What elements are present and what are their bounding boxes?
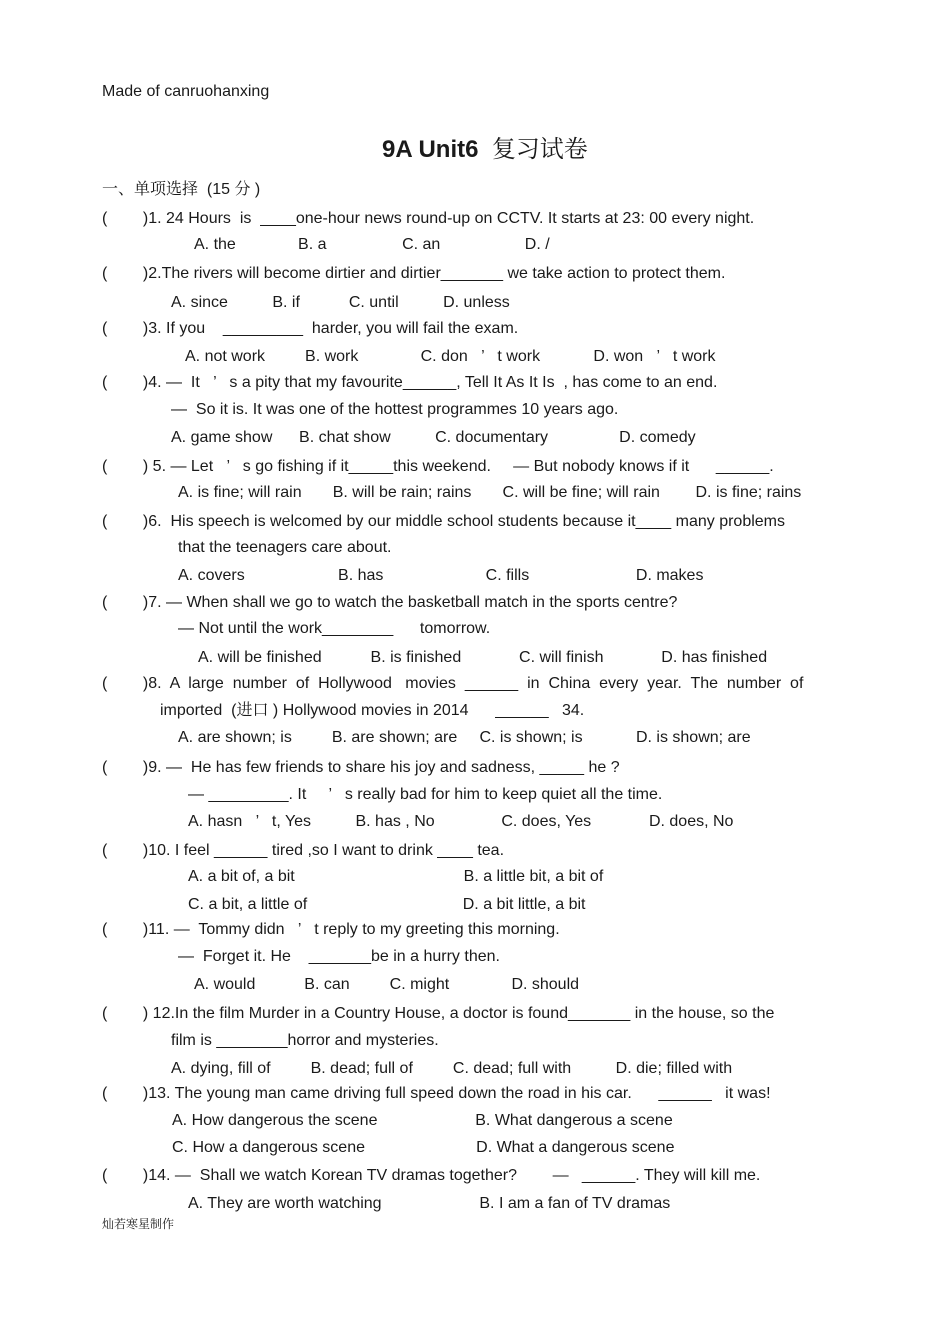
question-line: A. the B. a C. an D. / bbox=[194, 236, 550, 253]
question-line: ( )2.The rivers will become dirtier and dirtier_______ we take action to protect them. bbox=[102, 265, 726, 282]
question-line: A. hasn ’ t, Yes B. has , No C. does, Yes D. does, No bbox=[188, 813, 734, 830]
question-line: ( )7. — When shall we go to watch the basketball match in the sports centre? bbox=[102, 594, 678, 611]
question-line: — _________. It ’ s really bad for him to keep quiet all the time. bbox=[188, 786, 663, 803]
question-line: A. would B. can C. might D. should bbox=[194, 976, 580, 993]
question-line: ( )6. His speech is welcomed by our middle school students because it____ many problems bbox=[102, 513, 785, 530]
question-line: C. How a dangerous scene D. What a dangerous scene bbox=[172, 1139, 675, 1156]
question-line: — Not until the work________ tomorrow. bbox=[178, 620, 491, 637]
page-footer: 灿若寒星制作 bbox=[102, 1217, 175, 1231]
question-line: C. a bit, a little of D. a bit little, a bit bbox=[188, 896, 586, 913]
question-line: A. is fine; will rain B. will be rain; rains C. will be fine; will rain D. is fine; rains bbox=[178, 484, 802, 501]
question-line: ( )4. — It ’ s a pity that my favourite______, Tell It As It Is , has come to an end. bbox=[102, 374, 718, 391]
question-line: A. game show B. chat show C. documentary D. comedy bbox=[171, 429, 696, 446]
title-main: 9A Unit6 bbox=[382, 136, 479, 163]
question-line: ( )1. 24 Hours is ____one-hour news round-up on CCTV. It starts at 23: 00 every night. bbox=[102, 210, 755, 227]
question-line: film is ________horror and mysteries. bbox=[171, 1032, 439, 1049]
question-line: — Forget it. He _______be in a hurry then. bbox=[178, 948, 500, 965]
question-line: A. a bit of, a bit B. a little bit, a bit of bbox=[188, 868, 604, 885]
title-cn: 复习试卷 bbox=[491, 136, 588, 163]
question-line: ( )11. — Tommy didn ’ t reply to my greeting this morning. bbox=[102, 921, 560, 938]
question-line: ( )3. If you _________ harder, you will fail the exam. bbox=[102, 320, 519, 337]
question-line: ( )10. I feel ______ tired ,so I want to drink ____ tea. bbox=[102, 842, 505, 859]
question-line: A. since B. if C. until D. unless bbox=[171, 294, 510, 311]
question-line: A. are shown; is B. are shown; are C. is shown; is D. is shown; are bbox=[178, 729, 751, 746]
question-line: A. covers B. has C. fills D. makes bbox=[178, 567, 704, 584]
question-line: A. They are worth watching B. I am a fan of TV dramas bbox=[188, 1195, 671, 1212]
question-line: A. How dangerous the scene B. What dangerous a scene bbox=[172, 1112, 673, 1129]
question-line: A. will be finished B. is finished C. will finish D. has finished bbox=[198, 649, 768, 666]
question-line: ( )13. The young man came driving full speed down the road in his car. ______ it was! bbox=[102, 1085, 771, 1102]
question-line: ( )8. A large number of Hollywood movies ______ in China every year. The number of bbox=[102, 675, 804, 692]
question-line: ( )9. — He has few friends to share his joy and sadness, _____ he ? bbox=[102, 759, 620, 776]
question-line: — So it is. It was one of the hottest programmes 10 years ago. bbox=[171, 401, 619, 418]
question-line: imported (进口 ) Hollywood movies in 2014 ______ 34. bbox=[160, 702, 585, 719]
question-line: that the teenagers care about. bbox=[178, 539, 392, 556]
question-line: ( ) 12.In the film Murder in a Country House, a doctor is found_______ in the house, so the bbox=[102, 1005, 775, 1022]
page-header: Made of canruohanxing bbox=[102, 83, 270, 100]
question-line: ( )14. — Shall we watch Korean TV dramas together? — ______. They will kill me. bbox=[102, 1167, 761, 1184]
question-line: A. not work B. work C. don ’ t work D. won ’ t work bbox=[185, 348, 716, 365]
page-title bbox=[382, 136, 588, 164]
question-line: ( ) 5. — Let ’ s go fishing if it_____this weekend. — But nobody knows if it ______. bbox=[102, 458, 774, 475]
section-heading: 一、单项选择 (15 分 ) bbox=[102, 181, 261, 198]
question-line: A. dying, fill of B. dead; full of C. dead; full with D. die; filled with bbox=[171, 1060, 733, 1077]
